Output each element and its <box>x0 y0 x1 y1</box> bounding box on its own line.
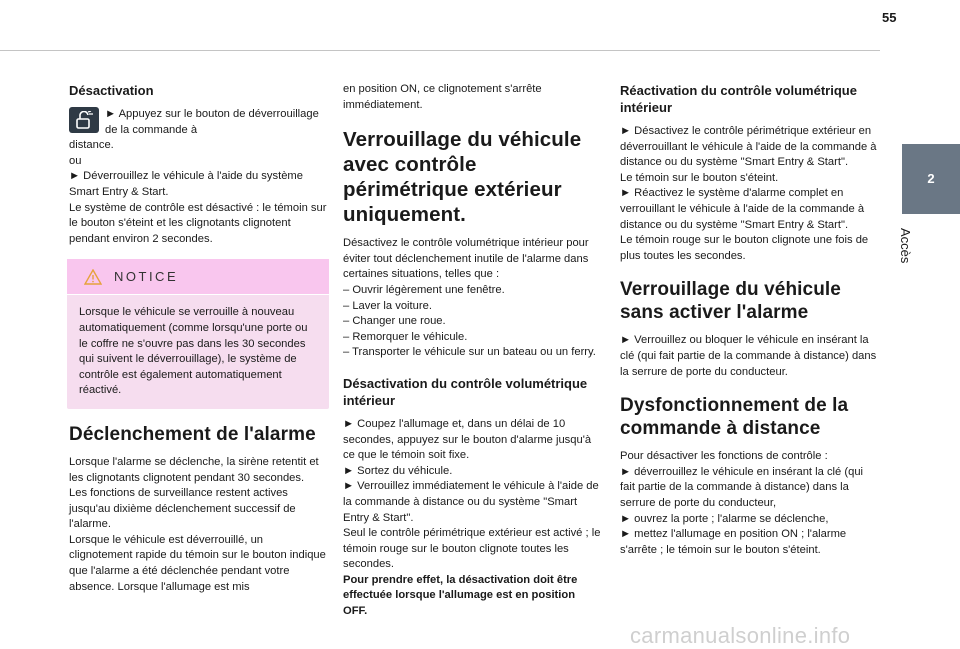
heading-declenchement: Déclenchement de l'alarme <box>69 423 316 445</box>
desactivation-volumetrique-bold: Pour prendre effet, la désactivation doit être effectuée lorsque l'allumage est en position OFF. <box>343 573 578 618</box>
desactivation-volumetrique-text: ► Coupez l'allumage et, dans un délai de 10 secondes, appuyez sur le bouton d'alarme jusqu'à ce que le témoin soit fixe. ► Sortez du véhicule. ► Verrouillez immédiatement le véhicule à l'aide de la commande à distance ou du système "Smart Entry & Start". Seul le contrôle périmétrique extérieur est activé ; le témoin rouge sur le bouton clignote toutes les secondes. <box>343 417 601 571</box>
column-2 <box>343 82 601 620</box>
heading-dysfonctionnement: Dysfonctionnement de la commande à distance <box>620 395 849 440</box>
column-1 <box>69 82 327 595</box>
verrouillage-perimetrique-text: Désactivez le contrôle volumétrique intérieur pour éviter tout déclenchement inutile de l'alarme dans certaines situations, telles que : – Ouvrir légèrement une fenêtre. – Laver la voiture. – Changer une roue. – Remorquer le véhicule. – Transporter le véhicule sur un bateau ou un ferry. <box>343 237 596 359</box>
remote-unlock-icon <box>69 107 99 133</box>
chapter-tab[interactable]: 2 <box>902 144 960 214</box>
desactivation-step <box>69 107 327 138</box>
heading-verrouillage-perimetrique: Verrouillage du véhicule avec contrôle périmétrique extérieur uniquement. <box>343 128 582 227</box>
notice-box <box>67 259 329 409</box>
notice-text: Lorsque le véhicule se verrouille à nouveau automatiquement (comme lorsqu'une porte ou le coffre ne s'ouvre pas dans les 30 secondes qui suivent le déverrouillage), le système de contrôle est également automatiquement réactivé. <box>79 306 308 397</box>
watermark: carmanualsonline.info <box>630 623 851 648</box>
notice-header <box>67 259 329 295</box>
heading-desactivation: Désactivation <box>69 83 154 98</box>
header-divider <box>0 50 880 51</box>
reactivation-text: ► Désactivez le contrôle périmétrique extérieur en déverrouillant le véhicule à l'aide de la commande à distance ou du système "Smart Entry & Start". Le témoin sur le bouton s'éteint. ► Réactivez le système d'alarme complet en verrouillant le véhicule à l'aide de la commande à distance ou du système "Smart Entry & Start". Le témoin rouge sur le bouton clignote une fois de plus toutes les secondes. <box>620 125 877 262</box>
chapter-label: Accès <box>898 228 913 264</box>
intro-text: en position ON, ce clignotement s'arrête immédiatement. <box>343 83 542 111</box>
notice-title: NOTICE <box>114 269 179 285</box>
desactivation-text: distance. ou ► Déverrouillez le véhicule à l'aide du système Smart Entry & Start. Le système de contrôle est désactivé : le témoin sur le bouton s'éteint et les clignotants clignotent pendant environ 2 secondes. <box>69 139 327 245</box>
heading-desactivation-volumetrique: Désactivation du contrôle volumétrique intérieur <box>343 375 588 408</box>
sans-alarme-text: ► Verrouillez ou bloquer le véhicule en insérant la clé (qui fait partie de la commande à distance) dans la serrure de porte du conducteur. <box>620 334 877 378</box>
warning-icon <box>84 269 102 285</box>
heading-sans-alarme: Verrouillage du véhicule sans activer l'alarme <box>620 279 841 324</box>
column-3 <box>620 82 878 558</box>
heading-reactivation: Réactivation du contrôle volumétrique intérieur <box>620 83 857 115</box>
dysfonctionnement-text: Pour désactiver les fonctions de contrôle : ► déverrouillez le véhicule en insérant la clé (qui fait partie de la commande à distance) dans la serrure de porte du conducteur, ► ouvrez la porte ; l'alarme se déclenche, ► mettez l'allumage en position ON ; l'alarme s'arrête ; le témoin sur le bouton s'éteint. <box>620 450 864 556</box>
desactivation-icon-text: ► Appuyez sur le bouton de déverrouillage de la commande à <box>105 108 319 136</box>
page-number: 55 <box>882 10 897 25</box>
declenchement-text: Lorsque l'alarme se déclenche, la sirène retentit et les clignotants clignotent pendant 30 secondes. Les fonctions de surveillance restent actives jusqu'au dixième déclenchement successif de l'alarme. Lorsque le véhicule est déverrouillé, un clignotement rapide du témoin sur le bouton indique que l'alarme a été déclenchée pendant votre absence. Lorsque l'allumage est mis <box>69 455 326 593</box>
